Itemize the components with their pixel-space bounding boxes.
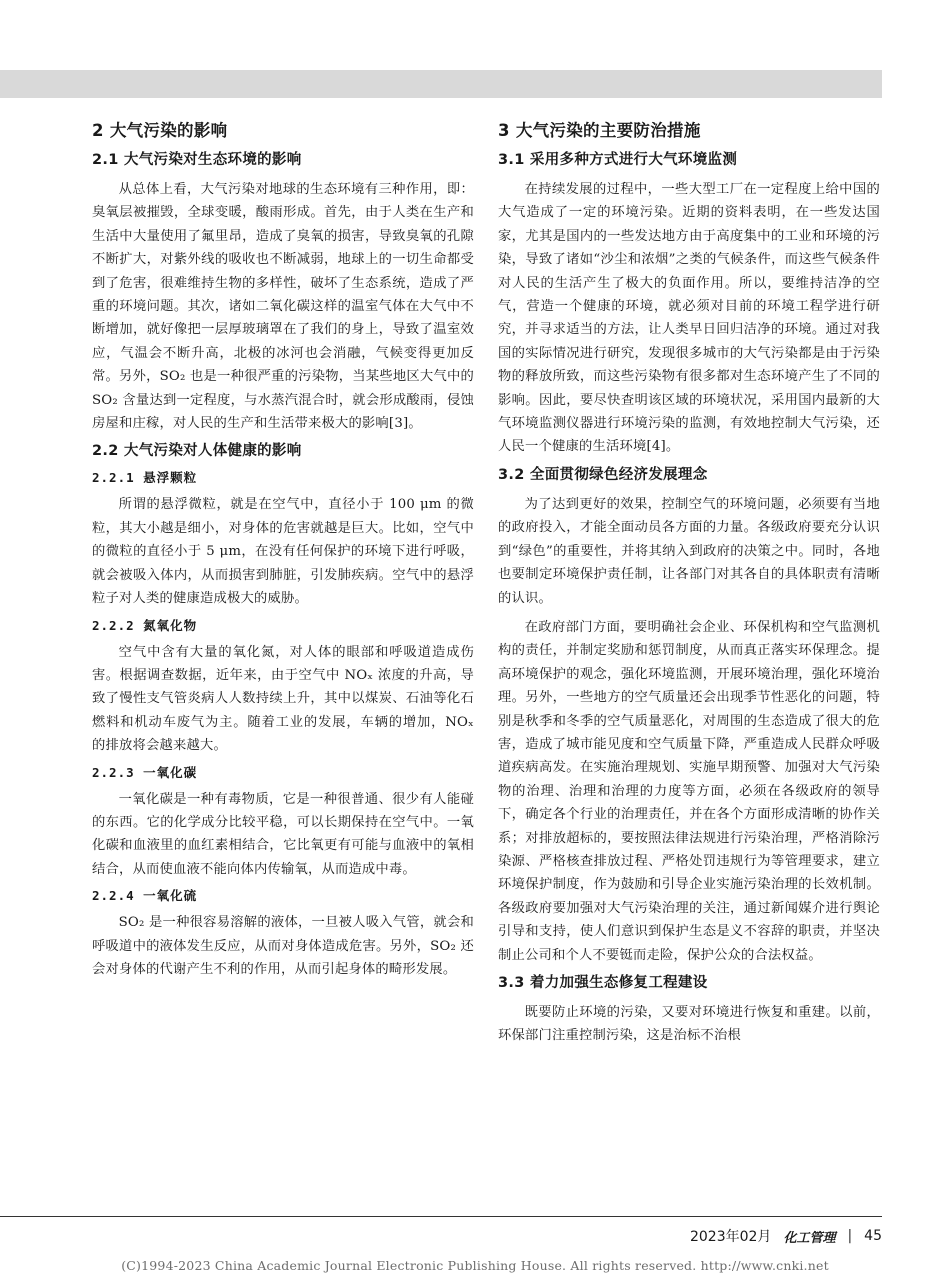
copyright-notice: (C)1994-2023 China Academic Journal Electronic Publishing House. All rights reserved. http://www.cnki.net: [121, 1258, 829, 1273]
section-2-2-1-heading: 2.2.1 悬浮颗粒: [92, 470, 198, 486]
page-number: 45: [864, 1228, 882, 1244]
paragraph: 空气中含有大量的氧化氮，对人体的眼部和呼吸道造成伤害。根据调查数据，近年来，由于空气中 NOₓ 浓度的升高，导致了慢性支气管炎病人人数持续上升，其中以煤炭、石油等化石燃料和机动车废气为主。随着工业的发展，车辆的增加，NOₓ 的排放将会越来越大。: [92, 644, 474, 754]
issue-date: 2023年02月: [689, 1229, 772, 1245]
paragraph: SO₂ 是一种很容易溶解的液体，一旦被人吸入气管，就会和呼吸道中的液体发生反应，从而对身体造成危害。另外，SO₂ 还会对身体的代谢产生不利的作用，从而引起身体的畸形发展。: [92, 915, 474, 977]
section-2-heading: 2 大气污染的影响: [92, 121, 228, 140]
section-3-3-heading: 3.3 着力加强生态修复工程建设: [498, 975, 708, 991]
paragraph: 所谓的悬浮微粒，就是在空气中，直径小于 100 μm 的微粒，其大小越是细小，对身体的危害就越是巨大。比如，空气中的微粒的直径小于 5 μm，在没有任何保护的环境下进行呼吸，就会被吸入体内，从而损害到肺脏，引发肺疾病。空气中的悬浮粒子对人类的健康造成极大的威胁。: [92, 497, 474, 607]
footer-separator: |: [847, 1228, 853, 1244]
paragraph: 为了达到更好的效果，控制空气的环境问题，必须要有当地的政府投入，才能全面动员各方面的力量。各级政府要充分认识到“绿色”的重要性，并将其纳入到政府的决策之中。同时，各地也要制定环境保护责任制，让各部门对其各自的具体职责有清晰的认识。: [498, 496, 880, 606]
footer-rule: [0, 1216, 882, 1217]
section-3-heading: 3 大气污染的主要防治措施: [498, 121, 701, 140]
section-2-2-heading: 2.2 大气污染对人体健康的影响: [92, 443, 302, 460]
section-3-1-heading: 3.1 采用多种方式进行大气环境监测: [498, 152, 738, 168]
right-column: [498, 120, 880, 1054]
page-footer: [690, 1226, 882, 1246]
section-2-1-heading: 2.1 大气污染对生态环境的影响: [92, 152, 302, 168]
paragraph: 既要防止环境的污染，又要对环境进行恢复和重建。以前，环保部门注重控制污染，这是治标不治根: [498, 1005, 880, 1044]
journal-logo: 化工管理: [783, 1230, 836, 1246]
section-2-2-4-heading: 2.2.4 一氧化硫: [92, 888, 198, 904]
section-2-2-3-heading: 2.2.3 一氧化碳: [92, 764, 198, 780]
left-column: [92, 120, 474, 987]
paragraph: 一氧化碳是一种有毒物质，它是一种很普通、很少有人能碰的东西。它的化学成分比较平稳，可以长期保持在空气中。一氧化碳和血液里的血红素相结合，它比氧更有可能与血液中的氧相结合，从而使血液不能向体内传输氧，从而造成中毒。: [92, 791, 474, 877]
section-3-2-heading: 3.2 全面贯彻绿色经济发展理念: [498, 466, 708, 483]
header-band: [0, 70, 882, 98]
section-2-2-2-heading: 2.2.2 氮氧化物: [92, 617, 198, 633]
paragraph: 从总体上看，大气污染对地球的生态环境有三种作用，即：臭氧层被摧毁，全球变暖，酸雨形成。首先，由于人类在生产和生活中大量使用了氟里昂，造成了臭氧的损害，导致臭氧的孔隙不断扩大，对紫外线的吸收也不断减弱，地球上的一切生命都受到了危害，很难维持生物的多样性，破坏了生态系统，造成了严重的环境问题。其次，诸如二氧化碳这样的温室气体在大气中不断增加，就好像把一层厚玻璃罩在了我们的身上，导致了温室效应，气温会不断升高，北极的冰河也会消融，气候变得更加反常。另外，SO₂ 也是一种很严重的污染物，当某些地区大气中的 SO₂ 含量达到一定程度，与水蒸汽混合时，就会形成酸雨，侵蚀房屋和庄稼，对人民的生产和生活带来极大的影响[3]。: [92, 182, 474, 432]
paragraph: 在政府部门方面，要明确社会企业、环保机构和空气监测机构的责任，并制定奖励和惩罚制度，从而真正落实环保理念。提高环境保护的观念，强化环境监测，开展环境治理，强化环境治理。另外，一些地方的空气质量还会出现季节性恶化的问题，特别是秋季和冬季的空气质量恶化，对周围的生态造成了很大的危害，造成了城市能见度和空气质量下降，严重造成人民群众呼吸道疾病高发。在实施治理规划、实施早期预警、加强对大气污染物的治理、治理和治理的力度等方面，必须在各级政府的领导下，确定各个行业的治理责任，并在各个方面形成清晰的协作关系；对排放超标的，要按照法律法规进行污染治理，严格消除污染源、严格核查排放过程、严格处罚违规行为等管理要求，建立环境保护制度，作为鼓励和引导企业实施污染治理的长效机制。各级政府要加强对大气污染治理的关注，通过新闻媒介进行舆论引导和支持，使人们意识到保护生态是义不容辞的职责，并坚决制止公司和个人不要铤而走险，保护公众的合法权益。: [498, 619, 880, 963]
paragraph: 在持续发展的过程中，一些大型工厂在一定程度上给中国的大气造成了一定的环境污染。近期的资料表明，在一些发达国家，尤其是国内的一些发达地方由于高度集中的工业和环境的污染，导致了诸如“沙尘和浓烟”之类的气候条件，而这些气候条件对人民的生活产生了极大的负面作用。所以，要维持洁净的空气，营造一个健康的环境，就必须对目前的环境工程学进行研究，并寻求适当的方法，让人类早日回归洁净的环境。通过对我国的实际情况进行研究，发现很多城市的大气污染都是由于污染物的释放所致，而这些污染物有很多都对生态环境产生了不同的影响。因此，要尽快查明该区域的环境状况，采用国内最新的大气环境监测仪器进行环境污染的监测，有效地控制大气污染，还人民一个健康的生活环境[4]。: [498, 182, 880, 455]
